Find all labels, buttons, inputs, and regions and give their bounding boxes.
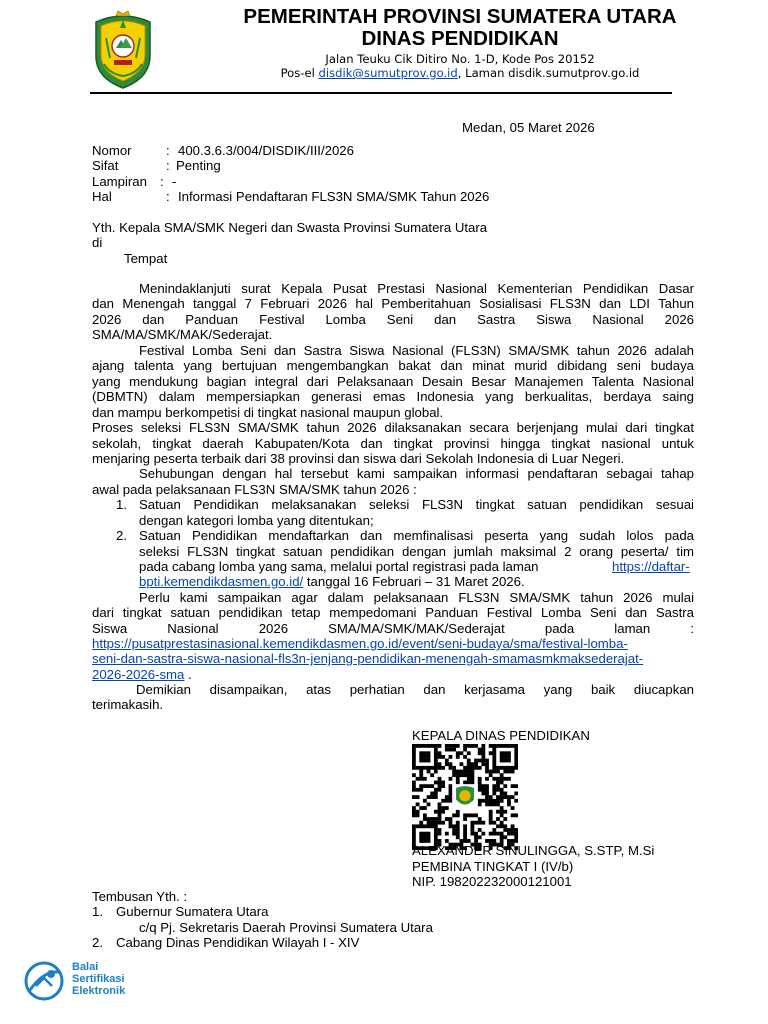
- bsre-line: Sertifikasi: [72, 973, 125, 985]
- list-item-2-line: pada cabang lomba yang sama, melalui portal registrasi pada laman: [139, 559, 539, 574]
- recipient-tempat: Tempat: [124, 251, 168, 266]
- paragraph-4-line: awal pada pelaksanaan FLS3N SMA/SMK tahun 2026 :: [92, 482, 417, 497]
- cc-item-number: 1.: [92, 904, 103, 919]
- paragraph-1-line: Menindaklanjuti surat Kepala Pusat Prestasi Nasional Kementerian Pendidikan Dasar: [139, 281, 694, 296]
- letterhead-agency-name: DINAS PENDIDIKAN: [361, 27, 559, 50]
- paragraph-1-line: dan Menengah tanggal 7 Februari 2026 hal Pemberitahuan Sosialisasi FLS3N dan LDI Tahun: [92, 296, 694, 311]
- list-item-1-line: Satuan Pendidikan melaksanakan seleksi FLS3N tingkat satuan pendidikan sesuai: [139, 497, 694, 512]
- period: .: [184, 667, 192, 682]
- signatory-title: KEPALA DINAS PENDIDIKAN: [412, 728, 590, 743]
- paragraph-5-line: dari tingkat satuan pendidikan tetap mempedomani Panduan Festival Lomba Seni dan Sastra: [92, 605, 694, 620]
- sifat-label: Sifat: [92, 158, 119, 173]
- cc-item: Gubernur Sumatera Utara: [116, 904, 269, 919]
- paragraph-1-line: 2026 dan Panduan Festival Lomba Seni dan Sastra Siswa Nasional 2026: [92, 312, 694, 327]
- hal-label: Hal: [92, 189, 112, 204]
- list-item-number: 1.: [116, 497, 127, 512]
- guideline-link[interactable]: seni-dan-sastra-siswa-nasional-fls3n-jenjang-pendidikan-menengah-smamasmkmaksederajat-: [92, 651, 644, 666]
- guideline-link-line: [92, 667, 192, 683]
- paragraph-2-line: (DBMTN) dalam mempersiapkan generasi emas Indonesia yang berkualitas, berdaya saing: [92, 389, 694, 404]
- bsre-line: Elektronik: [72, 985, 126, 997]
- lampiran-value: -: [172, 174, 177, 189]
- letterhead-contact: [160, 66, 760, 81]
- hal-value: Informasi Pendaftaran FLS3N SMA/SMK Tahun 2026: [178, 189, 490, 204]
- hal-separator: :: [166, 189, 170, 204]
- cc-title: Tembusan Yth. :: [92, 889, 188, 904]
- list-item-number: 2.: [116, 528, 127, 543]
- list-item-2-line: Satuan Pendidikan mendaftarkan dan memfinalisasi peserta yang sudah lolos pada: [139, 528, 694, 543]
- cc-item: Cabang Dinas Pendidikan Wilayah I - XIV: [116, 935, 360, 950]
- paragraph-2-line: ajang talenta yang bertujuan mengembangkan bakat dan minat murid dibidang seni budaya: [92, 358, 694, 373]
- letterhead-government-name: PEMERINTAH PROVINSI SUMATERA UTARA: [243, 5, 677, 28]
- guideline-link[interactable]: 2026-2026-sma: [92, 667, 185, 682]
- signatory-name: ALEXANDER SINULINGGA, S.STP, M.Si: [412, 843, 655, 858]
- paragraph-1-line: SMA/MA/SMK/MAK/Sederajat.: [92, 327, 273, 342]
- website-text: , Laman disdik.sumutprov.go.id: [457, 66, 640, 80]
- letterhead-divider: [90, 92, 672, 94]
- letterhead-address: Jalan Teuku Cik Ditiro No. 1-D, Kode Pos 20152: [325, 52, 595, 66]
- nomor-value: 400.3.6.3/004/DISDIK/III/2026: [178, 143, 354, 158]
- letter-date: Medan, 05 Maret 2026: [462, 120, 595, 135]
- nomor-separator: :: [166, 143, 170, 158]
- paragraph-2-line: dan mampu berkompetisi di tingkat nasional maupun global.: [92, 405, 444, 420]
- registration-portal-link[interactable]: bpti.kemendikdasmen.go.id/: [139, 574, 304, 589]
- email-link[interactable]: disdik@sumutprov.go.id: [318, 66, 458, 80]
- qr-center-emblem-icon: [452, 784, 478, 810]
- lampiran-label: Lampiran: [92, 174, 147, 189]
- paragraph-5-line: Siswa Nasional 2026 SMA/MA/SMK/MAK/Sederajat pada laman :: [92, 621, 694, 636]
- list-item-2-line: seleksi FLS3N tingkat satuan pendidikan dengan jumlah maksimal 2 orang peserta/ tim: [139, 544, 694, 559]
- recipient-line: Yth. Kepala SMA/SMK Negeri dan Swasta Provinsi Sumatera Utara: [92, 220, 488, 235]
- cc-item-sub: c/q Pj. Sekretaris Daerah Provinsi Sumatera Utara: [139, 920, 433, 935]
- sifat-value: Penting: [176, 158, 221, 173]
- registration-portal-link[interactable]: https://daftar-: [612, 559, 690, 574]
- guideline-link[interactable]: https://pusatprestasinasional.kemendikdasmen.go.id/event/seni-budaya/sma/festival-lomba-: [92, 636, 628, 651]
- province-coat-of-arms-logo: [90, 8, 156, 90]
- paragraph-3-line: menjaring peserta terbaik dari 38 provinsi dan siswa dari Sekolah Indonesia di Luar Negeri.: [92, 451, 625, 466]
- signature-qr-code: [412, 744, 518, 850]
- sifat-separator: :: [166, 158, 170, 173]
- paragraph-3-line: Proses seleksi FLS3N SMA/SMK tahun 2026 dilaksanakan secara berjenjang mulai dari tingkat: [92, 420, 694, 435]
- bsre-logo: [22, 960, 172, 1002]
- bsre-line: Balai: [72, 961, 99, 973]
- email-label: Pos-el: [280, 66, 319, 80]
- closing-line: terimakasih.: [92, 697, 164, 712]
- paragraph-3-line: sekolah, tingkat daerah Kabupaten/Kota dan tingkat provinsi hingga tingkat nasional untuk: [92, 436, 694, 451]
- closing-line: Demikian disampaikan, atas perhatian dan kerjasama yang baik diucapkan: [136, 682, 694, 697]
- registration-dates: tanggal 16 Februari – 31 Maret 2026.: [303, 574, 525, 589]
- recipient-di: di: [92, 235, 103, 250]
- nomor-label: Nomor: [92, 143, 132, 158]
- list-item-1-line: dengan kategori lomba yang ditentukan;: [139, 513, 374, 528]
- paragraph-5-line: Perlu kami sampaikan agar dalam pelaksanaan FLS3N SMA/SMK tahun 2026 mulai: [139, 590, 694, 605]
- signatory-nip: NIP. 198202232000121001: [412, 874, 572, 889]
- signatory-rank: PEMBINA TINGKAT I (IV/b): [412, 859, 574, 874]
- cc-item-number: 2.: [92, 935, 103, 950]
- paragraph-2-line: Festival Lomba Seni dan Sastra Siswa Nasional (FLS3N) SMA/SMK tahun 2026 adalah: [139, 343, 694, 358]
- list-item-2-line: [139, 574, 525, 590]
- paragraph-4-line: Sehubungan dengan hal tersebut kami sampaikan informasi pendaftaran sebagai tahap: [139, 466, 694, 481]
- lampiran-separator: :: [160, 174, 164, 189]
- bsre-emblem-icon: [22, 960, 66, 1002]
- paragraph-2-line: yang mendukung bagian integral dari Pelaksanaan Desain Besar Manajemen Talenta Nasional: [92, 374, 694, 389]
